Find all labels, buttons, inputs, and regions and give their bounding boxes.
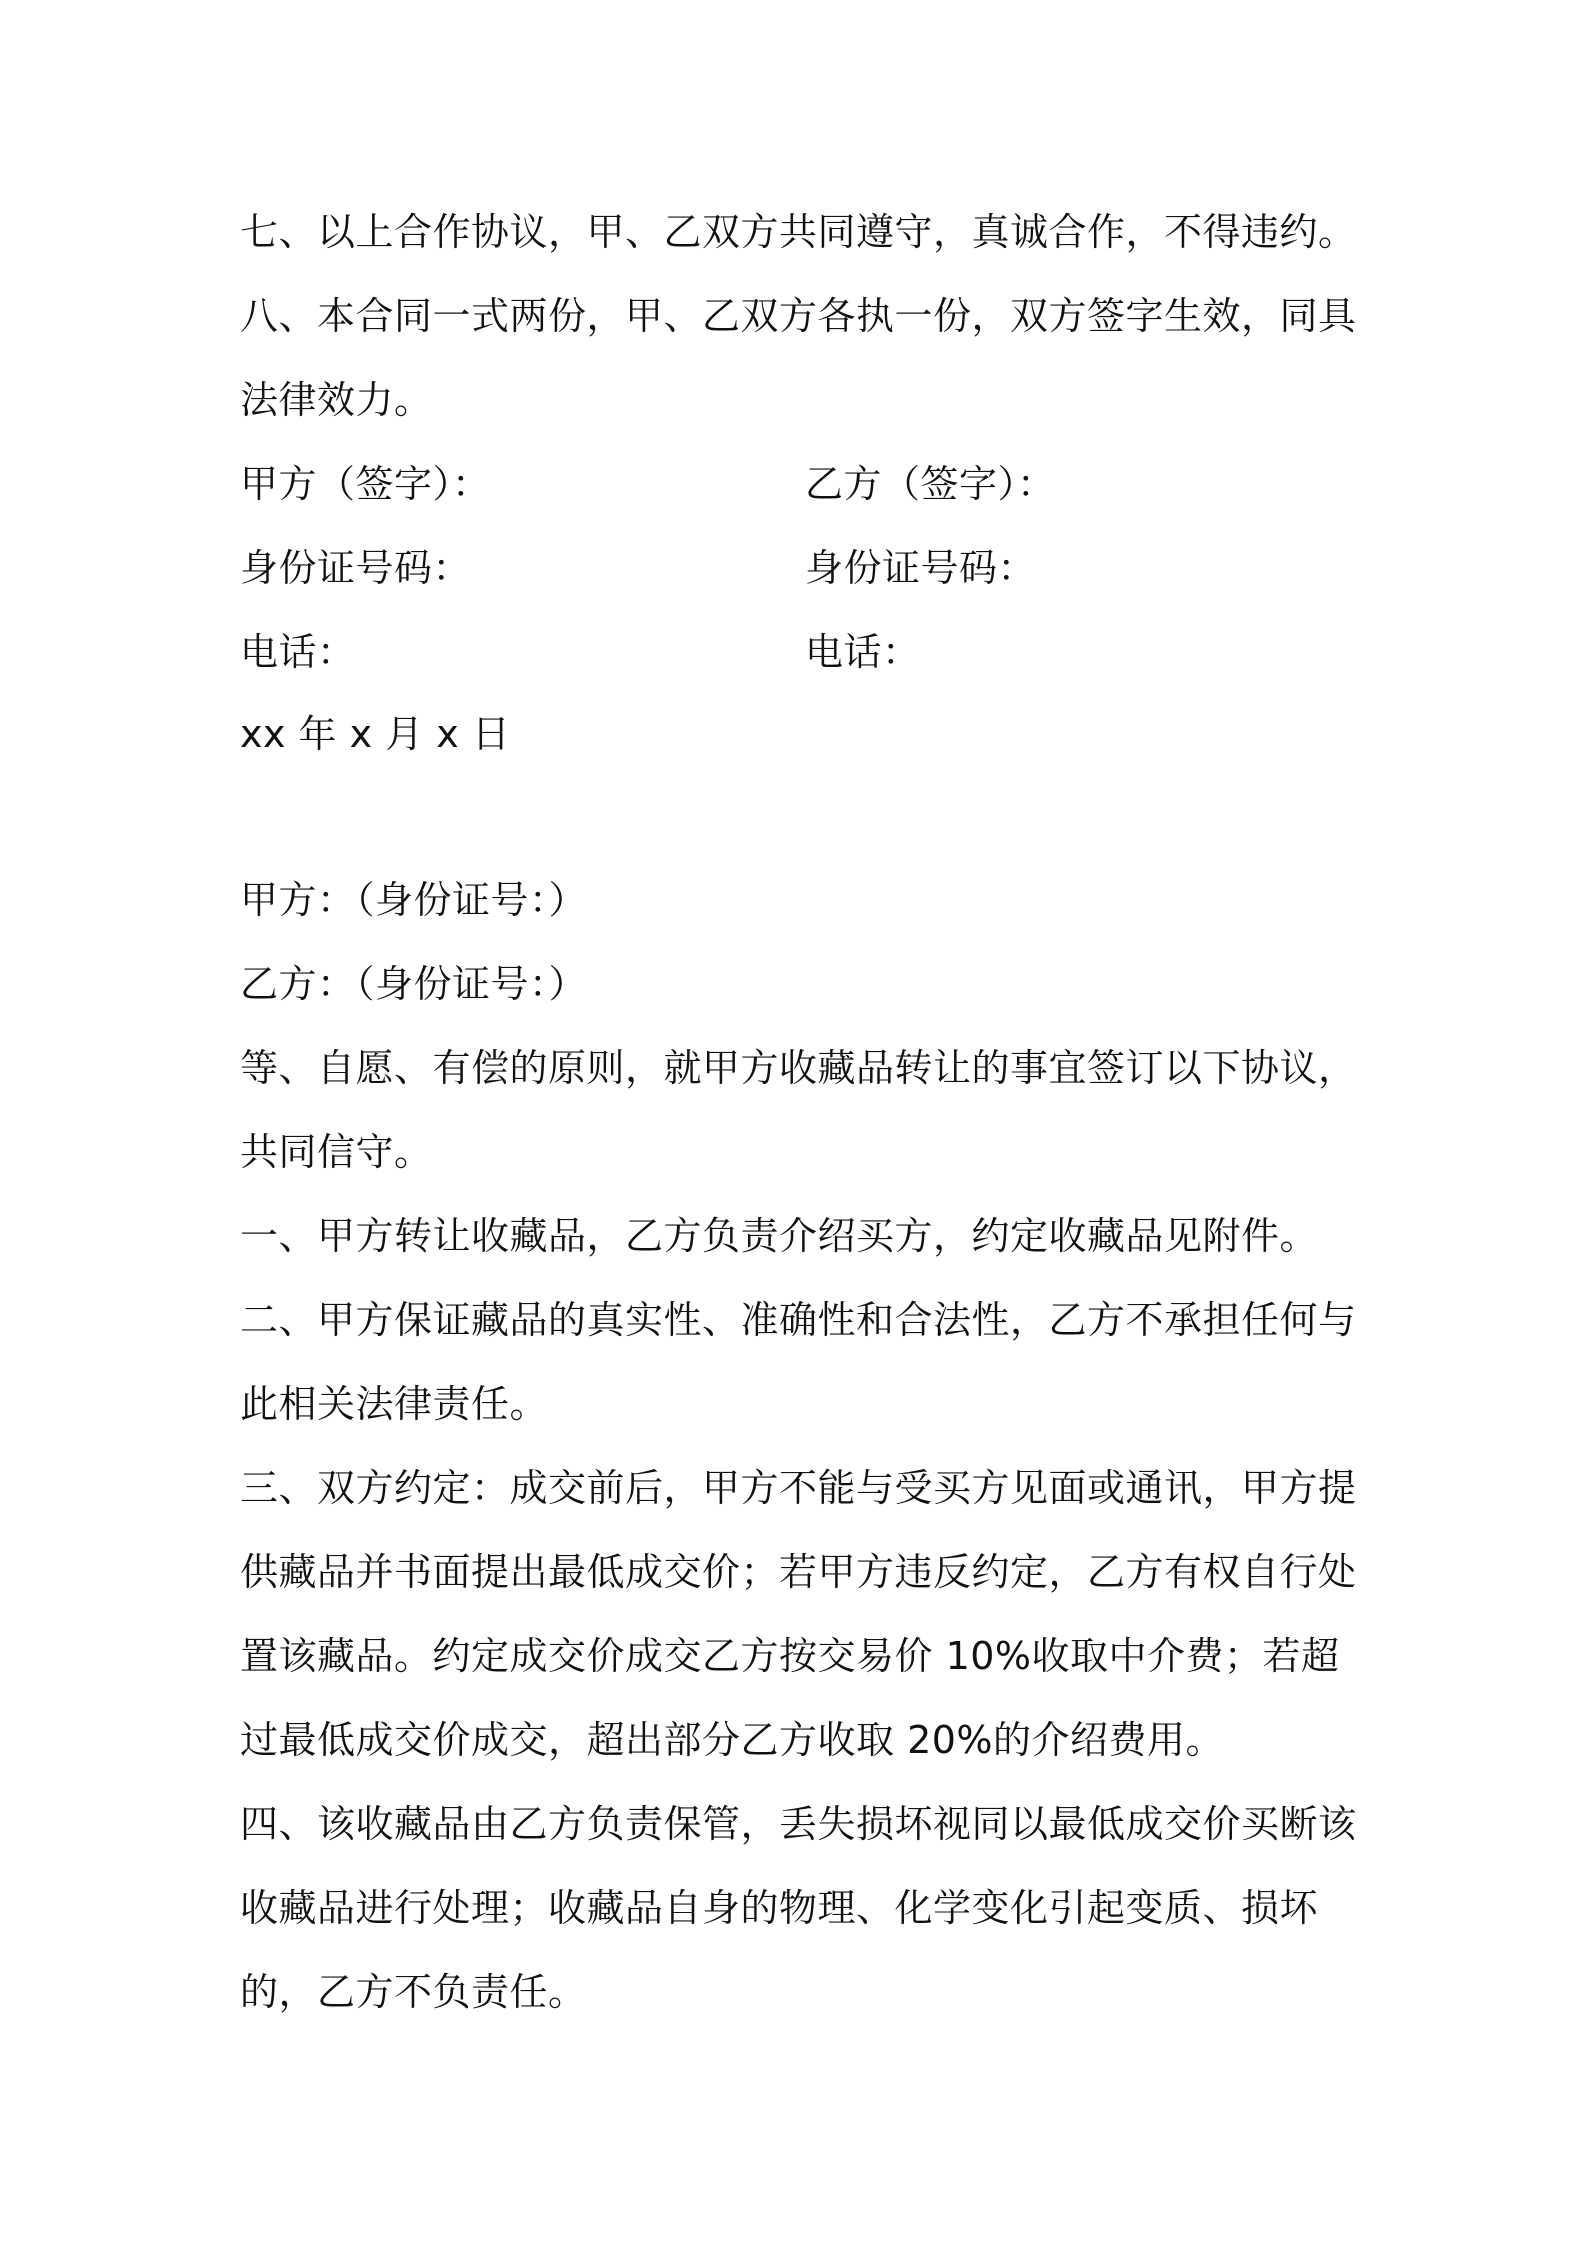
party-a-id-label: 身份证号码： (240, 546, 472, 590)
party-b-phone-label: 电话： (805, 630, 921, 674)
signing-date: xx 年 x 月 x 日 (240, 712, 511, 756)
clause-7-8: 七、以上合作协议，甲、乙双方共同遵守，真诚合作，不得违约。八、本合同一式两份，甲、乙双方各执一份，双方签字生效，同具法律效力。 (240, 210, 1357, 422)
signature-row (240, 442, 1360, 526)
clause-3: 三、双方约定：成交前后，甲方不能与受买方见面或通讯，甲方提供藏品并书面提出最低成交价；若甲方违反约定，乙方有权自行处置该藏品。约定成交价成交乙方按交易价 10%收取中介费；若超过最低成交价成交，超出部分乙方收取 20%的介绍费用。 (240, 1466, 1357, 1762)
clause-1: 一、甲方转让收藏品，乙方负责介绍买方，约定收藏品见附件。 (240, 1214, 1319, 1258)
party-a-line: 甲方：（身份证号：） (240, 878, 588, 922)
party-a-sign-label: 甲方（签字）： (240, 462, 491, 506)
clause-2: 二、甲方保证藏品的真实性、准确性和合法性，乙方不承担任何与此相关法律责任。 (240, 1298, 1357, 1426)
phone-row (240, 610, 1360, 694)
clause-4: 四、该收藏品由乙方负责保管，丢失损坏视同以最低成交价买断该收藏品进行处理；收藏品自身的物理、化学变化引起变质、损坏的，乙方不负责任。 (240, 1802, 1357, 2014)
date-row (240, 692, 1360, 776)
id-row (240, 526, 1360, 610)
party-b-id-label: 身份证号码： (805, 546, 1037, 590)
party-b-sign-label: 乙方（签字）： (805, 462, 1056, 506)
party-a-phone-label: 电话： (240, 630, 356, 674)
preamble: 等、自愿、有偿的原则，就甲方收藏品转让的事宜签订以下协议，共同信守。 (240, 1046, 1357, 1174)
contract-body (240, 858, 1360, 2034)
party-b-line: 乙方：（身份证号：） (240, 962, 588, 1006)
